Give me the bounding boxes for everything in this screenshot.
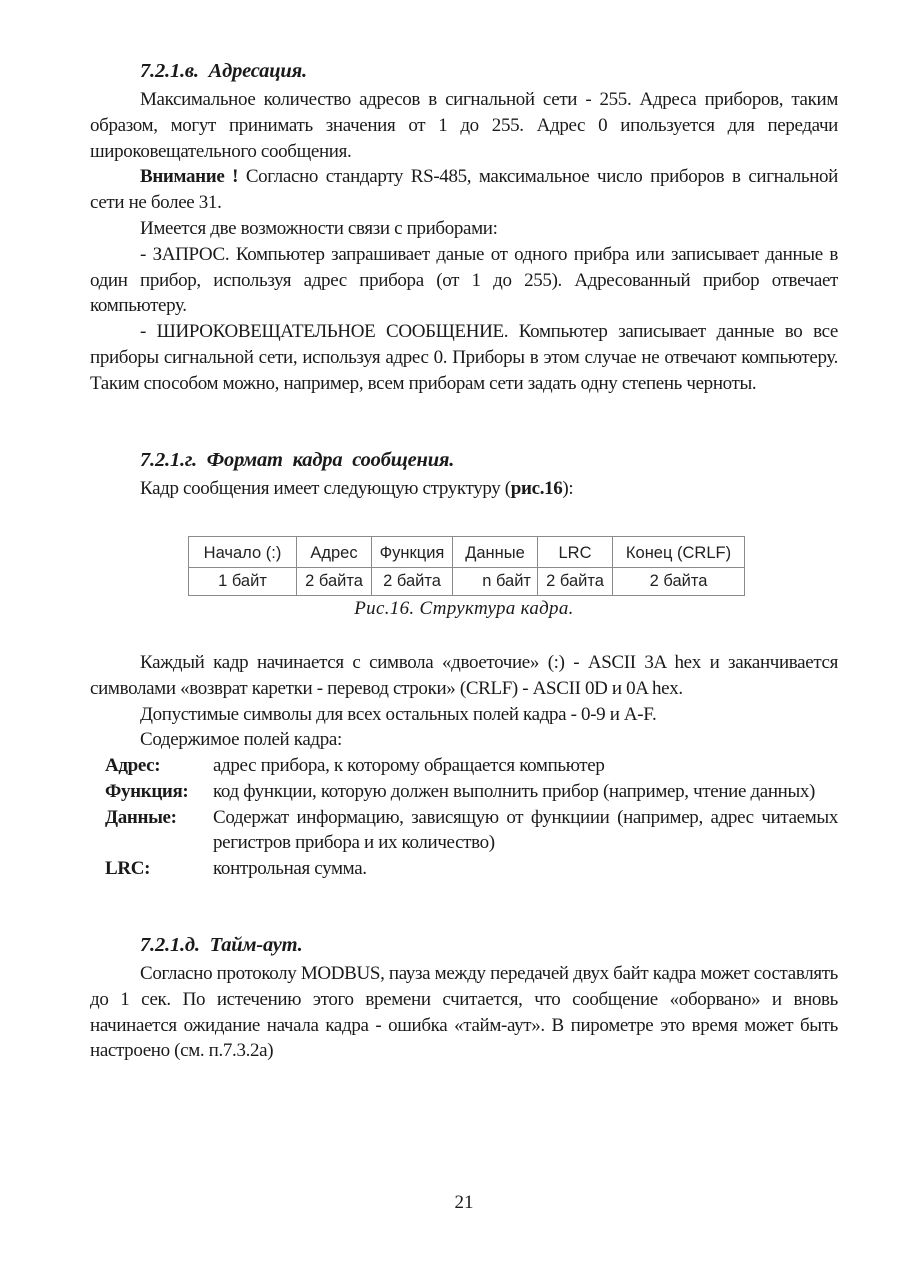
section-addressing-body (90, 87, 838, 397)
paragraph-comm-options: Имеется две возможности связи с приборами: (140, 217, 498, 239)
table-cell-start-size: 1 байт (189, 568, 297, 596)
table-cell-address-size: 2 байта (297, 568, 372, 596)
table-header-row (189, 537, 745, 568)
paragraph-attention (90, 164, 838, 216)
field-description: Содержат информацию, зависящую от функциии (например, адрес читаемых регистров прибора и их количество) (213, 806, 838, 854)
table-cell-lrc: LRC (538, 537, 613, 568)
field-description: код функции, которую должен выполнить прибор (например, чтение данных) (213, 780, 816, 802)
frame-intro: Кадр сообщения имеет следующую структуру (рис.16): (140, 478, 574, 499)
field-term: Адрес: (105, 755, 161, 776)
field-item (105, 856, 838, 882)
table-cell-function-size: 2 байта (372, 568, 453, 596)
field-description: адрес прибора, к которому обращается компьютер (213, 755, 605, 776)
table-cell-data: Данные (453, 537, 538, 568)
field-item (105, 805, 838, 857)
paragraph-frame-delimiters: Каждый кадр начинается с символа «двоеточие» (:) - ASCII 3A hex и заканчивается символами «возврат каретки - перевод строки» (CRLF) - ASCII 0D и 0A hex. (90, 652, 838, 699)
table-size-row (189, 568, 745, 596)
field-term: Функция: (105, 780, 189, 802)
section-heading-frame-format: 7.2.1.г. Формат кадра сообщения. (140, 449, 455, 471)
field-description: контрольная сумма. (213, 858, 367, 880)
table-cell-function: Функция (372, 537, 453, 568)
page-number: 21 (454, 1192, 474, 1213)
section-heading-timeout: 7.2.1.д. Тайм-аут. (140, 934, 303, 956)
table-cell-data-size: n байт (453, 568, 538, 596)
field-item (105, 779, 838, 805)
table-cell-address: Адрес (297, 537, 372, 568)
figure-reference: рис.16 (510, 478, 563, 499)
paragraph-max-addresses: Максимальное количество адресов в сигнальной сети - 255. Адреса приборов, таким образом, могут принимать значения от 1 до 255. Адрес 0 ипользуется для передачи широковещательного сообщения. (90, 89, 838, 162)
table-cell-end: Конец (CRLF) (613, 537, 745, 568)
attention-label: Внимание ! (140, 166, 239, 188)
section-timeout-body (90, 961, 838, 1064)
frame-description (90, 650, 838, 753)
field-item (105, 753, 838, 779)
paragraph-timeout: Согласно протоколу MODBUS, пауза между передачей двух байт кадра может составлять до 1 сек. По истечению этого времени считается, что сообщение «оборвано» и вновь начинается ожидание начала кадра - ошибка «тайм-аут». В пирометре это время может быть настроено (см. п.7.3.2а) (90, 963, 838, 1062)
field-term: Данные: (105, 806, 177, 828)
section-heading-addressing: 7.2.1.в. Адресация. (140, 60, 307, 82)
attention-text: Согласно стандарту RS-485, максимальное число приборов в сигнальной сети не более 31. (90, 166, 838, 214)
figure-caption: Рис.16. Структура кадра. (354, 598, 574, 619)
table-cell-lrc-size: 2 байта (538, 568, 613, 596)
frame-fields-list (105, 753, 838, 882)
frame-structure-table (188, 536, 745, 596)
paragraph-allowed-symbols: Допустимые символы для всех остальных полей кадра - 0-9 и A-F. (140, 703, 657, 725)
table-cell-end-size: 2 байта (613, 568, 745, 596)
paragraph-fields-intro: Содержимое полей кадра: (140, 729, 342, 751)
paragraph-request: - ЗАПРОС. Компьютер запрашивает даные от одного прибра или записывает данные в один прибор, используя адрес прибора (от 1 до 255). Адресованный прибор отвечает компьютеру. (90, 243, 838, 317)
field-term: LRC: (105, 858, 151, 880)
paragraph-broadcast: - ШИРОКОВЕЩАТЕЛЬНОЕ СООБЩЕНИЕ. Компьютер записывает данные во все приборы сигнальной сети, используя адрес 0. Приборы в этом случае не отвечают компьютеру. Таким способом можно, например, всем приборам сети задать одну степень черноты. (90, 321, 838, 394)
table-cell-start: Начало (:) (189, 537, 297, 568)
